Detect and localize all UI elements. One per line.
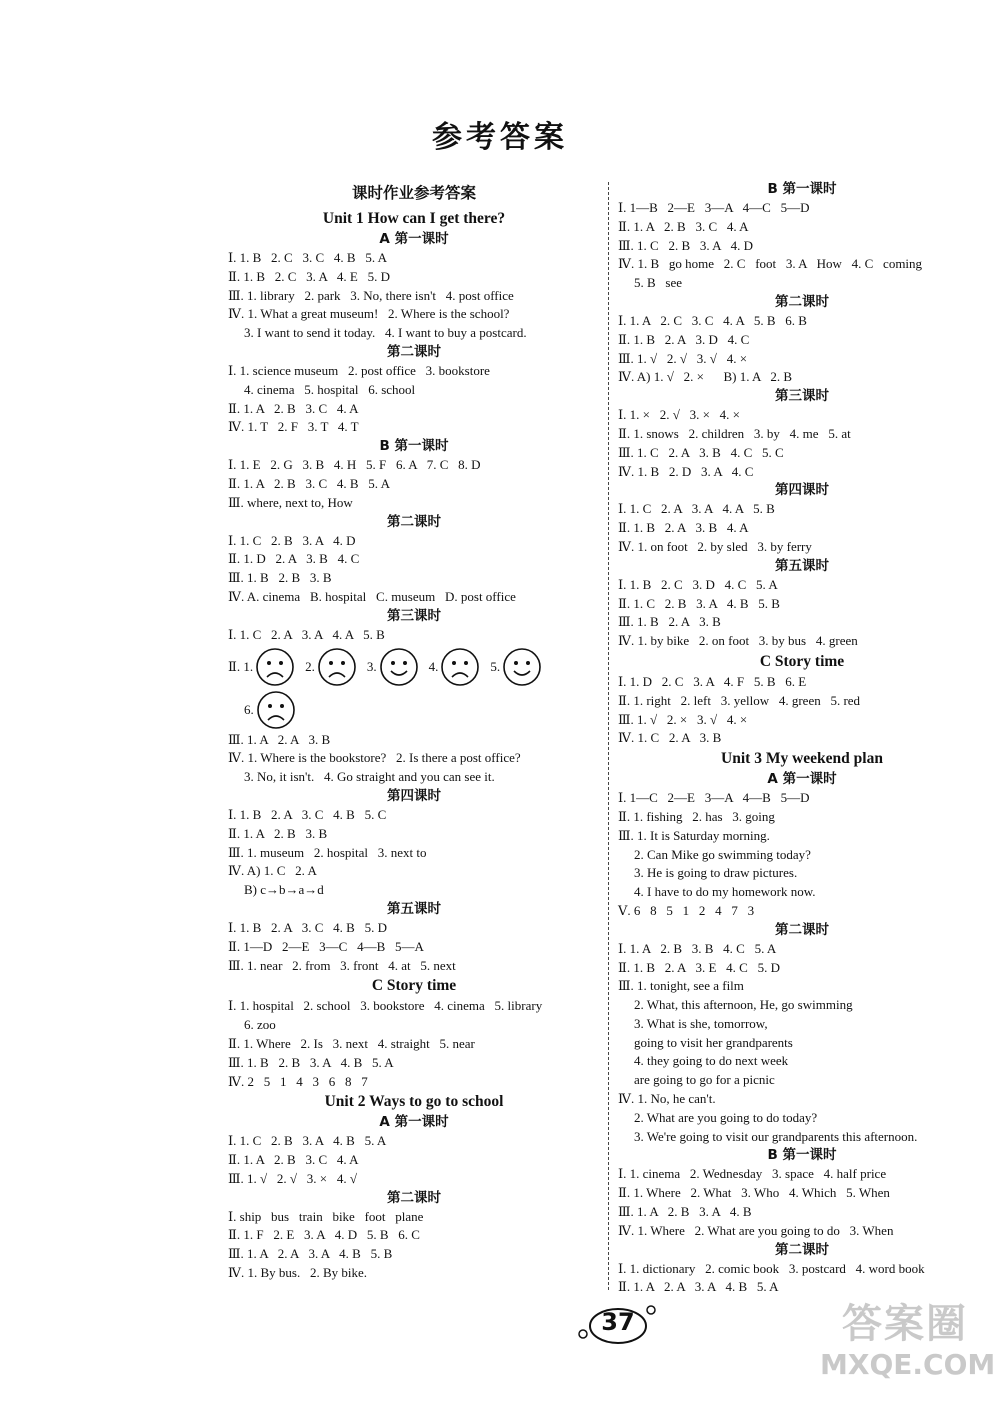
answer-line: Ⅱ. 1. Where 2. Is 3. next 4. straight 5. near <box>228 1035 475 1051</box>
answer-line: going to visit her grandparents <box>634 1034 793 1050</box>
answer-line: Ⅳ. 1. No, he can't. <box>618 1091 716 1107</box>
answer-line: Ⅰ. 1. D 2. C 3. A 4. F 5. B 6. E <box>618 673 807 689</box>
faces-answer-row <box>228 645 600 689</box>
answer-label: 4. <box>428 658 439 674</box>
answer-line: 2. What are you going to do today? <box>634 1109 818 1125</box>
answer-line: Ⅳ. 1. By bus. 2. By bike. <box>228 1265 368 1281</box>
page-number: 37 <box>601 1308 635 1336</box>
answer-line: Ⅰ. 1. A 2. C 3. C 4. A 5. B 6. B <box>618 312 807 328</box>
answer-line: Ⅲ. 1. B 2. B 3. A 4. B 5. A <box>228 1054 394 1070</box>
answer-line: Ⅳ. 1. T 2. F 3. T 4. T <box>228 419 359 435</box>
answer-line: Ⅱ. 1. fishing 2. has 3. going <box>618 808 775 824</box>
lesson-heading: 第二课时 <box>775 293 829 310</box>
answer-line: Ⅲ. 1. B 2. B 3. B <box>228 570 332 586</box>
answer-line: 4. cinema 5. hospital 6. school <box>244 381 416 397</box>
answer-line: Ⅲ. 1. It is Saturday morning. <box>618 827 770 843</box>
lesson-heading: 第二课时 <box>387 513 441 530</box>
answer-line: B) c→b→a→d <box>244 882 324 898</box>
answer-line: Ⅱ. 1. A 2. B 3. C 4. A <box>228 400 359 416</box>
answer-line: Ⅰ. 1. B 2. C 3. C 4. B 5. A <box>228 250 387 265</box>
answer-line: Ⅱ. 1. B 2. C 3. A 4. E 5. D <box>228 268 390 284</box>
answer-line: Ⅳ. 1. Where is the bookstore? 2. Is there a post office? <box>228 750 521 766</box>
faces-answer-row <box>228 689 600 731</box>
page-number-badge <box>575 1302 661 1348</box>
sad-face-icon <box>317 647 357 687</box>
answer-line: Ⅲ. 1. B 2. A 3. B <box>618 614 721 630</box>
unit-2-title: Unit 2 Ways to go to school <box>324 1093 504 1111</box>
answer-line: Ⅲ. 1. A 2. A 3. A 4. B 5. B <box>228 1246 393 1262</box>
answer-line: Ⅲ. 1. museum 2. hospital 3. next to <box>228 844 427 860</box>
lesson-heading: 第三课时 <box>387 607 441 624</box>
answer-line: Ⅰ. 1—B 2—E 3—A 4—C 5—D <box>618 200 810 215</box>
answer-line: Ⅰ. 1. hospital 2. school 3. bookstore 4. cinema 5. library <box>228 998 543 1014</box>
column-divider <box>608 182 609 1290</box>
answer-line: 3. I want to send it today. 4. I want to buy a postcard. <box>244 325 527 341</box>
lesson-heading: B 第一课时 <box>767 181 837 197</box>
answer-line: Ⅱ. 1. Where 2. What 3. Who 4. Which 5. When <box>618 1185 890 1201</box>
answer-line: 4. they going to do next week <box>634 1053 789 1069</box>
answer-line: Ⅱ. 1. snows 2. children 3. by 4. me 5. at <box>618 425 851 441</box>
lesson-heading: A 第一课时 <box>379 1114 449 1131</box>
answer-label: 6. <box>244 701 254 717</box>
answer-line: Ⅳ. 1. What a great museum! 2. Where is the school? <box>228 306 510 322</box>
lesson-heading: A 第一课时 <box>379 231 449 247</box>
sad-face-icon <box>256 690 296 730</box>
lesson-heading: C Story time <box>759 652 845 670</box>
answer-label: Ⅱ. 1. <box>228 658 254 674</box>
answer-line: Ⅱ. 1—D 2—E 3—C 4—B 5—A <box>228 938 424 954</box>
answer-line: 3. What is she, tomorrow, <box>634 1015 768 1031</box>
answer-line: Ⅰ. 1. dictionary 2. comic book 3. postcard 4. word book <box>618 1260 925 1276</box>
answer-line: 5. B see <box>634 275 683 291</box>
answer-line: Ⅰ. 1. science museum 2. post office 3. bookstore <box>228 362 490 378</box>
happy-face-icon <box>379 647 419 687</box>
answer-line: Ⅰ. 1. C 2. B 3. A 4. B 5. A <box>228 1133 387 1149</box>
answer-line: Ⅲ. 1. C 2. A 3. B 4. C 5. C <box>618 444 784 460</box>
answer-line: Ⅰ. 1. A 2. B 3. B 4. C 5. A <box>618 940 777 956</box>
answer-line: Ⅲ. 1. library 2. park 3. No, there isn't 4. post office <box>228 287 514 303</box>
unit-1-title: Unit 1 How can I get there? <box>322 210 506 227</box>
answer-line: Ⅰ. 1. B 2. C 3. D 4. C 5. A <box>618 576 778 592</box>
answer-line: Ⅰ. 1. B 2. A 3. C 4. B 5. D <box>228 919 387 935</box>
answer-line: Ⅳ. A) 1. √ 2. × B) 1. A 2. B <box>618 369 793 385</box>
answer-line: Ⅲ. where, next to, How <box>228 494 353 510</box>
lesson-heading: 第四课时 <box>387 787 441 804</box>
watermark <box>820 1300 996 1382</box>
left-column <box>228 180 600 1283</box>
answer-line: Ⅲ. 1. √ 2. √ 3. × 4. √ <box>228 1170 358 1186</box>
answer-line: Ⅳ. 1. B go home 2. C foot 3. A How 4. C coming <box>618 256 923 272</box>
answer-line: Ⅲ. 1. A 2. B 3. A 4. B <box>618 1204 752 1220</box>
lesson-heading: 第二课时 <box>775 1241 829 1258</box>
answer-line: Ⅱ. 1. D 2. A 3. B 4. C <box>228 551 360 567</box>
answer-line: Ⅰ. 1. E 2. G 3. B 4. H 5. F 6. A 7. C 8. D <box>228 457 481 473</box>
answer-line: Ⅰ. 1. × 2. √ 3. × 4. × <box>618 407 741 423</box>
answer-label: 2. <box>305 658 315 674</box>
answer-line: Ⅲ. 1. near 2. from 3. front 4. at 5. next <box>228 957 456 973</box>
answer-line: Ⅰ. 1. C 2. A 3. A 4. A 5. B <box>228 626 385 642</box>
lesson-heading: 第二课时 <box>387 1189 441 1206</box>
watermark-url: MXQE.COM <box>820 1348 996 1381</box>
answer-line: 6. zoo <box>244 1017 276 1033</box>
answer-line: Ⅳ. 1. C 2. A 3. B <box>618 730 722 746</box>
answer-line: Ⅳ. 1. B 2. D 3. A 4. C <box>618 463 754 479</box>
answer-line: Ⅲ. 1. √ 2. × 3. √ 4. × <box>618 711 748 727</box>
lesson-heading: 第五课时 <box>775 557 829 574</box>
answer-line: Ⅲ. 1. tonight, see a film <box>618 978 744 994</box>
answer-line: Ⅱ. 1. A 2. B 3. C 4. A <box>228 1152 359 1168</box>
lesson-heading: B 第一课时 <box>379 438 449 455</box>
unit-3-title: Unit 3 My weekend plan <box>721 750 883 768</box>
answer-line: Ⅱ. 1. A 2. B 3. C 4. B 5. A <box>228 475 390 491</box>
lesson-heading: 第二课时 <box>387 343 441 360</box>
lesson-heading: A 第一课时 <box>767 771 837 788</box>
answer-line: Ⅱ. 1. B 2. A 3. B 4. A <box>618 520 749 536</box>
section-header: 课时作业参考答案 <box>351 184 476 202</box>
answer-line: 3. He is going to draw pictures. <box>634 865 798 881</box>
answer-line: Ⅲ. 1. A 2. A 3. B <box>228 731 331 747</box>
watermark-text: 答案圈 <box>842 1301 968 1347</box>
answer-label: 3. <box>366 658 377 674</box>
answer-line: Ⅲ. 1. √ 2. √ 3. √ 4. × <box>618 350 748 366</box>
answer-line: Ⅱ. 1. right 2. left 3. yellow 4. green 5. red <box>618 692 861 708</box>
answer-line: Ⅳ. 1. on foot 2. by sled 3. by ferry <box>618 538 812 554</box>
lesson-heading: 第二课时 <box>775 921 829 938</box>
lesson-heading: B 第一课时 <box>767 1147 837 1164</box>
answer-line: Ⅱ. 1. A 2. B 3. C 4. A <box>618 218 749 234</box>
lesson-heading: 第三课时 <box>775 388 829 405</box>
answer-line: Ⅱ. 1. A 2. B 3. B <box>228 825 328 841</box>
answer-line: 3. No, it isn't. 4. Go straight and you can see it. <box>244 769 495 785</box>
answer-line: Ⅳ. A. cinema B. hospital C. museum D. post office <box>228 588 516 604</box>
answer-line: Ⅱ. 1. B 2. A 3. E 4. C 5. D <box>618 959 780 975</box>
answer-line: 3. We're going to visit our grandparents this afternoon. <box>634 1128 918 1144</box>
answer-line: Ⅳ. 1. by bike 2. on foot 3. by bus 4. green <box>618 633 858 649</box>
answer-line: Ⅰ. 1—C 2—E 3—A 4—B 5—D <box>618 790 810 806</box>
answer-line: Ⅱ. 1. F 2. E 3. A 4. D 5. B 6. C <box>228 1227 420 1243</box>
answer-line: Ⅰ. 1. B 2. A 3. C 4. B 5. C <box>228 806 387 822</box>
answer-label: 5. <box>490 658 501 674</box>
answer-line: Ⅴ. 6 8 5 1 2 4 7 3 <box>618 902 755 918</box>
answer-line: Ⅱ. 1. C 2. B 3. A 4. B 5. B <box>618 595 780 611</box>
answer-line: 4. I have to do my homework now. <box>634 884 816 900</box>
lesson-heading: 第五课时 <box>387 900 441 917</box>
sad-face-icon <box>255 647 295 687</box>
answer-line: Ⅳ. 2 5 1 4 3 6 8 7 <box>228 1073 368 1089</box>
page-title: 参考答案 <box>432 120 568 155</box>
answer-line: Ⅱ. 1. A 2. A 3. A 4. B 5. A <box>618 1279 779 1295</box>
right-column <box>618 180 986 1297</box>
answer-line: Ⅰ. 1. C 2. B 3. A 4. D <box>228 532 356 548</box>
lesson-heading: 第四课时 <box>775 482 829 499</box>
sad-face-icon <box>440 647 480 687</box>
answer-line: Ⅰ. 1. C 2. A 3. A 4. A 5. B <box>618 501 775 517</box>
answer-line: Ⅰ. ship bus train bike foot plane <box>228 1208 424 1224</box>
answer-line: Ⅲ. 1. C 2. B 3. A 4. D <box>618 237 753 253</box>
lesson-heading: C Story time <box>371 977 457 995</box>
answer-line: are going to go for a picnic <box>634 1072 775 1088</box>
happy-face-icon <box>502 647 542 687</box>
answer-line: 2. Can Mike go swimming today? <box>634 846 811 862</box>
answer-line: Ⅱ. 1. B 2. A 3. D 4. C <box>618 331 750 347</box>
answer-line: Ⅳ. 1. Where 2. What are you going to do 3. When <box>618 1222 894 1238</box>
answer-line: Ⅰ. 1. cinema 2. Wednesday 3. space 4. half price <box>618 1166 887 1182</box>
answer-line: Ⅳ. A) 1. C 2. A <box>228 863 317 879</box>
answer-line: 2. What, this afternoon, He, go swimming <box>634 997 853 1013</box>
